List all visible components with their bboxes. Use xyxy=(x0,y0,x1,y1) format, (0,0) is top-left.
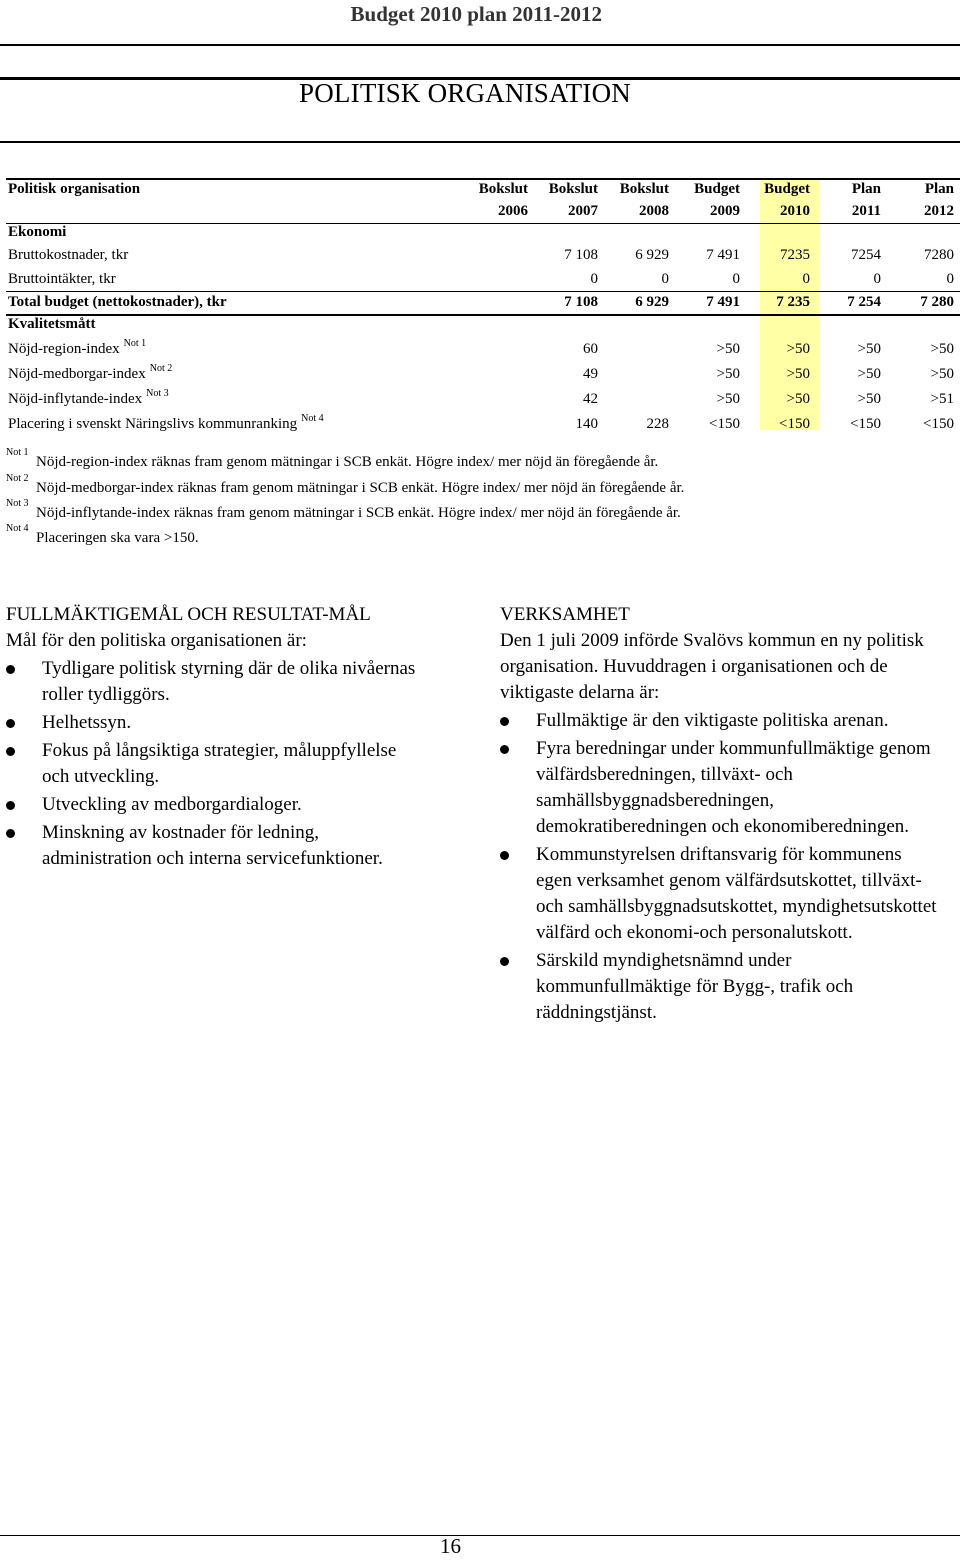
list-item: Fullmäktige är den viktigaste politiska arenan. xyxy=(500,708,940,734)
row-label-text: Nöjd-region-index xyxy=(8,341,120,357)
cell: 49 xyxy=(583,366,598,382)
cell: 228 xyxy=(646,416,669,432)
page-number: 16 xyxy=(440,1534,461,1558)
footnote-key: Not 4 xyxy=(6,523,29,534)
header-rule-thin xyxy=(0,44,960,46)
cell: 0 xyxy=(590,271,598,287)
list-item: Särskild myndighetsnämnd under kommunfullmäktige för Bygg-, trafik och räddningstjänst. xyxy=(500,948,940,1026)
cell: 60 xyxy=(583,341,598,357)
list-item: Fokus på långsiktiga strategier, måluppfyllelse och utveckling. xyxy=(6,738,426,790)
col-header-year: 2012 xyxy=(924,203,954,219)
cell: <150 xyxy=(923,416,954,432)
row-label-text: Nöjd-inflytande-index xyxy=(8,391,143,407)
cell: >50 xyxy=(786,341,810,357)
section-heading-ekonomi xyxy=(6,224,960,246)
cell: >50 xyxy=(930,341,954,357)
col-header-top: Plan xyxy=(851,181,881,197)
footnote-text: Placeringen ska vara >150. xyxy=(36,530,199,546)
footnote-text: Nöjd-inflytande-index räknas fram genom mätningar i SCB enkät. Högre index/ mer nöjd än föregående år. xyxy=(36,505,681,521)
row-label: Total budget (nettokostnader), tkr xyxy=(8,294,227,310)
table-header-row-2 xyxy=(6,203,960,225)
section-heading: Kvalitetsmått xyxy=(8,316,96,332)
col-header-top: Bokslut xyxy=(478,181,528,197)
list-item: Tydligare politisk styrning där de olika nivåernas roller tydliggörs. xyxy=(6,656,426,708)
cell: 0 xyxy=(732,271,740,287)
cell: 7 491 xyxy=(706,247,740,263)
cell: >50 xyxy=(716,366,740,382)
activity-list xyxy=(500,708,940,1026)
col-header-top: Plan xyxy=(924,181,954,197)
cell: <150 xyxy=(850,416,881,432)
list-item: Kommunstyrelsen driftansvarig för kommunens egen verksamhet genom välfärdsutskottet, tillväxt- och samhällsbyggnadsutskottet, myndighetsutskottet välfärd och ekonomi-och personalutskott. xyxy=(500,842,940,946)
table-row-total xyxy=(6,294,960,316)
col-header-year: 2009 xyxy=(710,203,740,219)
row-label xyxy=(8,388,169,408)
activity-intro: Den 1 juli 2009 införde Svalövs kommun en ny politisk organisation. Huvuddragen i organisationen och de viktigaste delarna är: xyxy=(500,630,924,703)
cell: 7 108 xyxy=(564,294,598,310)
list-item: Minskning av kostnader för ledning, administration och interna servicefunktioner. xyxy=(6,820,426,872)
col-header-top: Budget xyxy=(764,181,810,197)
col-header-top: Bokslut xyxy=(548,181,598,197)
row-label xyxy=(8,338,147,358)
col-header-year: 2006 xyxy=(498,203,528,219)
cell: >50 xyxy=(857,341,881,357)
col-header-top: Budget xyxy=(694,181,740,197)
cell: 7 280 xyxy=(920,294,954,310)
note-ref: Not 4 xyxy=(301,413,324,424)
cell: >50 xyxy=(716,391,740,407)
note-ref: Not 2 xyxy=(149,363,173,374)
goals-heading: FULLMÄKTIGEMÅL OCH RESULTAT-MÅL xyxy=(6,604,371,625)
footnote-text: Nöjd-region-index räknas fram genom mätningar i SCB enkät. Högre index/ mer nöjd än föregående år. xyxy=(36,454,659,470)
table-row xyxy=(6,363,960,388)
col-header-year: 2007 xyxy=(568,203,598,219)
cell: 0 xyxy=(946,271,954,287)
note-ref: Not 3 xyxy=(146,388,169,399)
col-header-year: 2010 xyxy=(780,203,810,219)
cell: <150 xyxy=(779,416,810,432)
page-title: POLITISK ORGANISATION xyxy=(299,78,631,108)
activity-column xyxy=(500,602,940,1028)
table-row xyxy=(6,338,960,363)
cell: >50 xyxy=(857,391,881,407)
row-label: Bruttointäkter, tkr xyxy=(8,271,116,287)
row-label xyxy=(8,363,173,383)
col-header-year: 2011 xyxy=(851,203,881,219)
total-top-rule xyxy=(6,291,960,292)
footnote-text: Nöjd-medborgar-index räknas fram genom mätningar i SCB enkät. Högre index/ mer nöjd än föregående år. xyxy=(36,480,685,496)
cell: 7 108 xyxy=(564,247,598,263)
cell: 7 235 xyxy=(776,294,810,310)
cell: >50 xyxy=(930,366,954,382)
row-label xyxy=(8,413,324,433)
cell: 7254 xyxy=(851,247,881,263)
cell: 7235 xyxy=(780,247,810,263)
cell: 7280 xyxy=(924,247,954,263)
list-item: Helhetssyn. xyxy=(6,710,426,736)
cell: 7 254 xyxy=(847,294,881,310)
running-header-title: Budget 2010 plan 2011-2012 xyxy=(350,2,602,26)
table-header-label: Politisk organisation xyxy=(8,181,141,197)
footnote-key: Not 3 xyxy=(6,498,29,509)
list-item: Utveckling av medborgardialoger. xyxy=(6,792,426,818)
cell: >50 xyxy=(857,366,881,382)
cell: 6 929 xyxy=(635,247,669,263)
row-label-text: Nöjd-medborgar-index xyxy=(8,366,146,382)
col-header-year: 2008 xyxy=(639,203,669,219)
footer-rule xyxy=(0,1535,960,1536)
cell: 6 929 xyxy=(635,294,669,310)
running-header xyxy=(0,0,960,28)
list-item: Fyra beredningar under kommunfullmäktige genom välfärdsberedningen, tillväxt- och samhällsbyggnadsberedningen, demokratiberedningen och ekonomiberedningen. xyxy=(500,736,940,840)
footnote-key: Not 1 xyxy=(6,447,29,458)
cell: >51 xyxy=(930,391,954,407)
cell: >50 xyxy=(786,391,810,407)
cell: <150 xyxy=(709,416,740,432)
table-row xyxy=(6,388,960,413)
table-row xyxy=(6,271,960,293)
cell: 7 491 xyxy=(706,294,740,310)
section-heading-kvalitet xyxy=(6,316,960,338)
cell: >50 xyxy=(716,341,740,357)
row-label-text: Placering i svenskt Näringslivs kommunranking xyxy=(8,416,298,432)
table-row xyxy=(6,247,960,269)
table-row xyxy=(6,413,960,438)
col-header-top: Bokslut xyxy=(619,181,669,197)
section-heading: Ekonomi xyxy=(8,224,67,240)
table-header-row-1 xyxy=(6,181,960,203)
footnote-key: Not 2 xyxy=(6,473,29,484)
note-ref: Not 1 xyxy=(123,338,147,349)
goals-list xyxy=(6,656,426,872)
cell: >50 xyxy=(786,366,810,382)
row-label: Bruttokostnader, tkr xyxy=(8,247,129,263)
cell: 0 xyxy=(802,271,810,287)
cell: 140 xyxy=(575,416,598,432)
title-rule xyxy=(0,141,960,143)
table-top-rule xyxy=(6,178,960,180)
goals-column xyxy=(6,602,426,874)
goals-intro: Mål för den politiska organisationen är: xyxy=(6,630,307,651)
cell: 0 xyxy=(661,271,669,287)
cell: 42 xyxy=(583,391,598,407)
cell: 0 xyxy=(873,271,881,287)
activity-heading: VERKSAMHET xyxy=(500,604,630,625)
